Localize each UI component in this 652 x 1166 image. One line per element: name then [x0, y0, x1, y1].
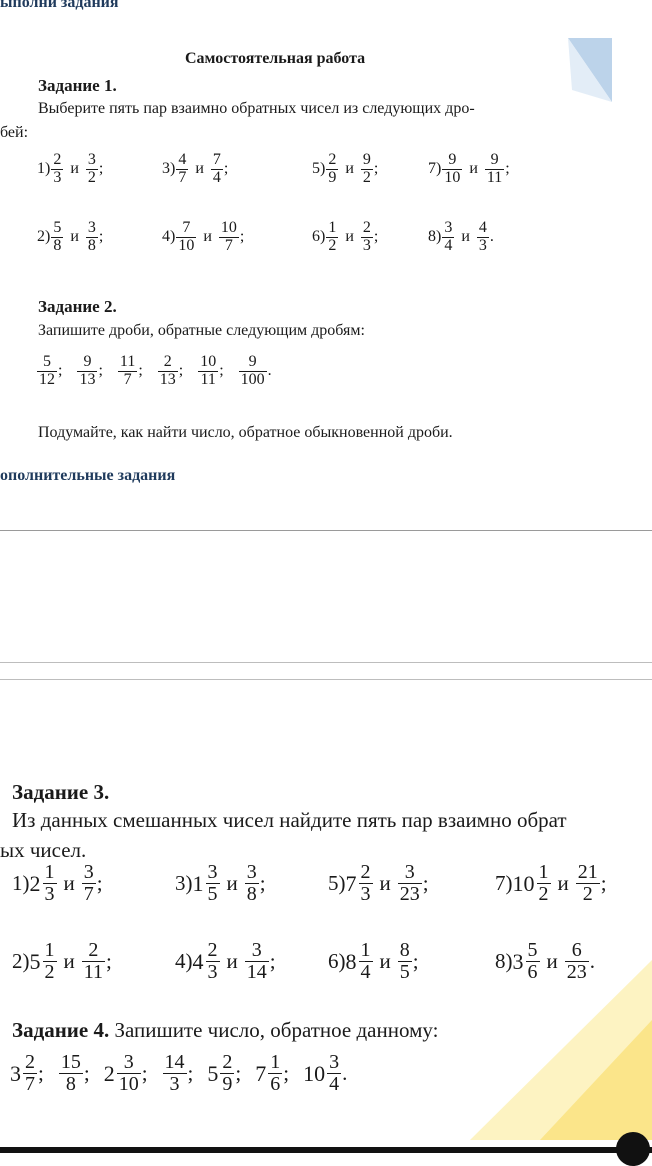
page-corner-decoration: [560, 30, 620, 110]
task1-item: [162, 220, 244, 255]
whole-part: 1: [192, 870, 204, 896]
punctuation: ;: [187, 1061, 194, 1085]
bottom-bar: [0, 1147, 652, 1153]
conjunction: и: [70, 228, 79, 246]
fraction: [206, 862, 220, 905]
task1-item: [312, 220, 378, 255]
section-heading-top: ыполни задания: [0, 0, 119, 11]
numerator: 3: [251, 939, 262, 961]
punctuation: ;: [283, 1061, 290, 1085]
conjunction: и: [203, 228, 212, 246]
denominator: 2: [87, 168, 96, 186]
fraction: [576, 862, 600, 905]
item-number: 3): [175, 871, 193, 895]
denominator: 11: [198, 371, 218, 389]
conjunction: и: [379, 949, 391, 973]
whole-part: 5: [29, 948, 41, 974]
numerator: 5: [53, 219, 62, 236]
denominator: 14: [246, 961, 267, 983]
numerator: 2: [163, 353, 172, 370]
numerator: 2: [53, 151, 62, 168]
task4-numbers: [10, 1052, 361, 1095]
mixed-number: [30, 940, 58, 983]
denominator: 9: [222, 1073, 233, 1095]
fraction: [43, 862, 57, 905]
denominator: 2: [44, 961, 55, 983]
conjunction: и: [70, 160, 79, 178]
corner-yellow-decoration: [470, 960, 652, 1140]
fraction: [86, 152, 98, 187]
item-number: 5): [328, 871, 346, 895]
numerator: 5: [527, 939, 538, 961]
denominator: 4: [329, 1073, 340, 1095]
numerator: 9: [83, 353, 92, 370]
numerator: 15: [60, 1051, 81, 1073]
whole-part: 7: [345, 870, 357, 896]
denominator: 4: [360, 961, 371, 983]
whole-part: 7: [255, 1060, 267, 1086]
divider-3: [0, 679, 652, 680]
whole-part: 4: [192, 948, 204, 974]
denominator: 100: [240, 370, 265, 388]
punctuation: .: [267, 362, 272, 380]
numerator: 3: [246, 861, 257, 883]
fraction: [37, 354, 57, 389]
numerator: 3: [329, 1051, 340, 1073]
denominator: 3: [207, 961, 218, 983]
fraction: [51, 220, 63, 255]
mixed-number: [255, 1052, 283, 1095]
mixed-number: [193, 862, 221, 905]
punctuation: ;: [138, 362, 143, 380]
punctuation: ;: [98, 228, 104, 246]
fraction: [359, 940, 373, 983]
fraction: [327, 1052, 341, 1095]
punctuation: ;: [178, 362, 184, 380]
item-number: 7): [495, 871, 513, 895]
task3-item: [12, 940, 112, 983]
denominator: 6: [527, 961, 538, 983]
numerator: 1: [328, 219, 337, 236]
task3-line2: ых чисел.: [0, 838, 87, 862]
numerator: 3: [83, 861, 94, 883]
mixed-number: [513, 862, 552, 905]
mixed-number: [104, 1052, 142, 1095]
conjunction: и: [379, 871, 391, 895]
task3-item: [12, 862, 103, 905]
fraction: [239, 354, 267, 389]
denominator: 23: [566, 961, 587, 983]
task3-item: [328, 862, 429, 905]
numerator: 2: [25, 1051, 35, 1073]
conjunction: и: [345, 160, 354, 178]
fraction: [51, 152, 63, 187]
denominator: 3: [362, 236, 371, 254]
denominator: 2: [362, 168, 371, 186]
denominator: 3: [44, 883, 55, 905]
denominator: 3: [478, 236, 487, 254]
conjunction: и: [345, 228, 354, 246]
task1-title: Задание 1.: [38, 76, 117, 95]
fraction: [206, 940, 220, 983]
denominator: 10: [444, 168, 461, 186]
denominator: 7: [219, 237, 239, 255]
punctuation: ;: [235, 1061, 242, 1085]
numerator: 3: [444, 219, 453, 236]
mixed-number: [10, 1052, 38, 1095]
fraction: [442, 152, 462, 187]
punctuation: ;: [98, 160, 104, 178]
conjunction: и: [195, 160, 204, 178]
task4-title-row: [12, 1018, 438, 1043]
fraction: [477, 220, 489, 255]
numerator: 14: [164, 1051, 185, 1073]
numerator: 6: [571, 939, 582, 961]
numerator: 4: [478, 219, 487, 236]
numerator: 21: [577, 861, 598, 883]
denominator: 7: [178, 168, 187, 186]
item-number: 1): [12, 871, 30, 895]
fraction: [245, 862, 259, 905]
denominator: 11: [83, 961, 104, 983]
fraction: [361, 220, 373, 255]
numerator: 2: [362, 219, 371, 236]
fraction: [118, 354, 137, 389]
numerator: 2: [222, 1051, 233, 1073]
task3-line1: Из данных смешанных чисел найдите пять пар взаимно обрат: [12, 808, 567, 832]
mixed-number: [303, 1052, 342, 1095]
punctuation: ;: [96, 871, 103, 895]
denominator: 6: [270, 1073, 281, 1095]
mixed-number: [346, 862, 374, 905]
task1-line2: бей:: [0, 124, 29, 141]
denominator: 7: [83, 883, 94, 905]
numerator: 1: [270, 1051, 281, 1073]
denominator: 10: [178, 236, 195, 254]
task2-title: Задание 2.: [38, 297, 117, 316]
numerator: 9: [362, 151, 371, 168]
fraction: [59, 1052, 83, 1095]
extra-tasks-heading: ополнительные задания: [0, 467, 176, 484]
punctuation: ;: [141, 1061, 148, 1085]
numerator: 1: [360, 939, 371, 961]
item-number: 6): [312, 228, 326, 246]
item-number: 3): [162, 160, 176, 178]
mixed-number: [346, 940, 374, 983]
fraction: [43, 940, 57, 983]
denominator: 8: [59, 1073, 83, 1095]
conjunction: и: [226, 949, 238, 973]
item-number: 6): [328, 949, 346, 973]
punctuation: .: [489, 228, 494, 246]
denominator: 11: [486, 168, 503, 186]
fraction: [537, 862, 551, 905]
punctuation: ;: [412, 949, 419, 973]
task4-title: Задание 4.: [12, 1018, 110, 1042]
numerator: 2: [360, 861, 371, 883]
numerator: 7: [212, 151, 221, 168]
numerator: 2: [88, 939, 99, 961]
item-number: 8): [495, 949, 513, 973]
task3-item: [175, 862, 266, 905]
punctuation: ;: [373, 228, 379, 246]
numerator: 3: [207, 861, 218, 883]
fraction: [82, 862, 96, 905]
task3-item: [495, 862, 607, 905]
numerator: 11: [119, 353, 136, 370]
item-number: 4): [162, 228, 176, 246]
numerator: 4: [178, 151, 187, 168]
fraction: [245, 940, 269, 983]
conjunction: и: [469, 160, 478, 178]
item-number: 2): [12, 949, 30, 973]
conjunction: и: [63, 871, 75, 895]
punctuation: ;: [223, 160, 229, 178]
task1-item: [37, 220, 103, 255]
punctuation: ;: [98, 362, 103, 380]
fraction: [219, 220, 239, 255]
fraction: [211, 152, 223, 187]
punctuation: ;: [58, 362, 63, 380]
punctuation: ;: [505, 160, 510, 178]
denominator: 12: [39, 370, 55, 388]
bottom-circle-decoration: [616, 1132, 650, 1166]
fraction: [23, 1052, 37, 1095]
fraction: [361, 152, 373, 187]
task2-fractions: [36, 354, 286, 389]
numerator: 3: [87, 219, 96, 236]
conjunction: и: [546, 949, 558, 973]
denominator: 4: [444, 236, 453, 254]
numerator: 1: [44, 861, 55, 883]
whole-part: 2: [29, 870, 41, 896]
whole-part: 3: [10, 1060, 21, 1086]
item-number: 5): [312, 160, 326, 178]
item-number: 4): [175, 949, 193, 973]
task1-line1: Выберите пять пар взаимно обратных чисел из следующих дро-: [38, 100, 475, 117]
mixed-number: [207, 1052, 235, 1095]
punctuation: ;: [373, 160, 379, 178]
fraction: [485, 152, 504, 187]
fraction: [86, 220, 98, 255]
fraction: [176, 152, 188, 187]
fraction: [442, 220, 454, 255]
numerator: 5: [43, 353, 51, 370]
numerator: 1: [44, 939, 55, 961]
fraction: [82, 940, 105, 983]
task3-item: [328, 940, 419, 983]
whole-part: 5: [207, 1060, 219, 1086]
task3-item: [175, 940, 276, 983]
denominator: 2: [328, 236, 337, 254]
denominator: 8: [53, 236, 62, 254]
denominator: 2: [538, 883, 549, 905]
denominator: 9: [328, 168, 337, 186]
fraction: [326, 220, 338, 255]
numerator: 9: [248, 353, 257, 370]
fraction: [359, 862, 373, 905]
item-number: 8): [428, 228, 442, 246]
denominator: 7: [118, 371, 137, 389]
numerator: 10: [200, 353, 217, 370]
punctuation: .: [342, 1061, 348, 1085]
task4-line: Запишите число, обратное данному:: [114, 1018, 439, 1042]
task1-item: [37, 152, 103, 187]
fraction: [198, 354, 218, 389]
denominator: 13: [79, 370, 96, 388]
task2-note: Подумайте, как найти число, обратное обыкновенной дроби.: [38, 424, 453, 441]
item-number: 2): [37, 228, 51, 246]
conjunction: и: [226, 871, 238, 895]
task2-line: Запишите дроби, обратные следующим дробям:: [38, 322, 365, 339]
fraction: [220, 1052, 234, 1095]
punctuation: ;: [83, 1061, 90, 1085]
numerator: 7: [182, 219, 191, 236]
task3-title: Задание 3.: [12, 780, 110, 804]
whole-part: 3: [512, 948, 524, 974]
fraction: [176, 220, 196, 255]
denominator: 8: [87, 236, 96, 254]
mixed-number: [193, 940, 221, 983]
denominator: 4: [212, 168, 221, 186]
fraction: [326, 152, 338, 187]
divider-1: [0, 530, 652, 531]
punctuation: ;: [219, 362, 224, 380]
divider-2: [0, 662, 652, 663]
whole-part: 2: [103, 1060, 115, 1086]
item-number: 7): [428, 160, 442, 178]
conjunction: и: [557, 871, 569, 895]
task1-item: [312, 152, 378, 187]
whole-part: 8: [345, 948, 357, 974]
numerator: 8: [399, 939, 410, 961]
numerator: 1: [538, 861, 549, 883]
punctuation: ;: [259, 871, 266, 895]
numerator: 2: [207, 939, 218, 961]
denominator: 3: [360, 883, 371, 905]
whole-part: 10: [303, 1060, 326, 1086]
punctuation: .: [589, 949, 595, 973]
fraction: [398, 940, 412, 983]
task1-item: [428, 220, 494, 255]
numerator: 3: [87, 151, 96, 168]
numerator: 3: [404, 861, 415, 883]
denominator: 5: [207, 883, 218, 905]
fraction: [117, 1052, 141, 1095]
punctuation: ;: [106, 949, 112, 973]
punctuation: ;: [38, 1061, 44, 1085]
denominator: 8: [246, 883, 257, 905]
numerator: 2: [328, 151, 337, 168]
denominator: 3: [163, 1073, 187, 1095]
punctuation: ;: [269, 949, 276, 973]
fraction: [268, 1052, 282, 1095]
fraction: [398, 862, 422, 905]
punctuation: ;: [422, 871, 429, 895]
task1-item: [428, 152, 510, 187]
numerator: 9: [490, 151, 499, 168]
denominator: 2: [576, 883, 600, 905]
denominator: 13: [159, 370, 176, 388]
item-number: 1): [37, 160, 51, 178]
conjunction: и: [63, 949, 75, 973]
denominator: 5: [399, 961, 410, 983]
mixed-number: [30, 862, 58, 905]
denominator: 7: [25, 1073, 35, 1095]
fraction: [77, 354, 97, 389]
denominator: 3: [53, 168, 62, 186]
sheet-title: Самостоятельная работа: [185, 50, 366, 67]
whole-part: 10: [512, 870, 535, 896]
denominator: 10: [118, 1073, 139, 1095]
denominator: 23: [399, 883, 420, 905]
numerator: 3: [123, 1051, 134, 1073]
conjunction: и: [461, 228, 470, 246]
numerator: 10: [220, 219, 237, 236]
punctuation: ;: [600, 871, 607, 895]
fraction: [163, 1052, 187, 1095]
numerator: 9: [448, 151, 457, 168]
task1-item: [162, 152, 228, 187]
punctuation: ;: [239, 228, 245, 246]
fraction: [158, 354, 178, 389]
